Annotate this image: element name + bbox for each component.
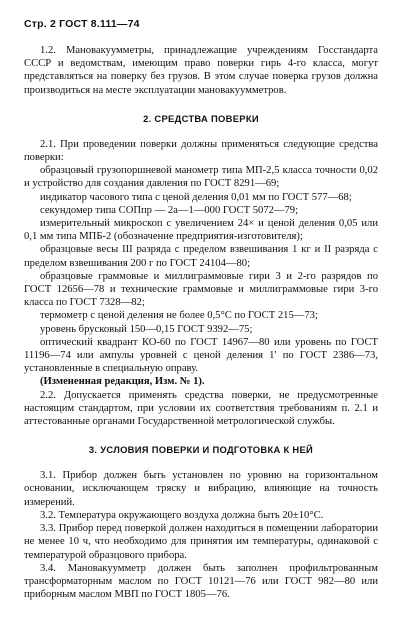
paragraph-1-2: 1.2. Мановакуумметры, принадлежащие учреждениям Госстандарта СССР и ведомствам, имеющим право поверки гирь 4-го класса, могут представляться на поверку без грузов. В этом случае поверка грузов должна производиться на месте эксплуатации мановакуумметров. [24, 45, 378, 96]
section-3-title: 3. УСЛОВИЯ ПОВЕРКИ И ПОДГОТОВКА К НЕЙ [88, 444, 314, 456]
paragraph-3-2: 3.2. Температура окружающего воздуха должна быть 20±10°С. [40, 509, 324, 521]
list-item-scales: образцовые весы III разряда с пределом взвешивания 1 кг и II разряда с пределом взвешивания 200 г по ГОСТ 24104—80; [24, 244, 378, 269]
paragraph-3-1: 3.1. Прибор должен быть установлен по уровню на горизонтальном основании, исключающем тряску и вибрацию, влияющие на точность измерений. [24, 470, 378, 508]
paragraph-3-3: 3.3. Прибор перед поверкой должен находиться в помещении лаборатории не менее 10 ч, что необходимо для принятия им температуры, одинаковой с температурой образцового прибора. [24, 523, 378, 561]
list-item-microscope: измерительный микроскоп с увеличением 24× и ценой деления 0,05 или 0,1 мм типа МПБ-2 (обозначение предприятия-изготовителя); [24, 218, 378, 243]
list-item-weights: образцовые граммовые и миллиграммовые гири 3 и 2-го разрядов по ГОСТ 12656—78 и технические граммовые и миллиграммовые гири 3-го класса по ГОСТ 7328—82; [24, 270, 378, 309]
section-2-title: 2. СРЕДСТВА ПОВЕРКИ [143, 112, 259, 124]
paragraph-3-4: 3.4. Мановакуумметр должен быть заполнен профильтрованным трансформаторным маслом по ГОСТ 10121—76 или ГОСТ 982—80 или приборным маслом МВП по ГОСТ 1805—76. [24, 562, 378, 601]
list-item-manometer: образцовый грузопоршневой манометр типа МП-2,5 класса точности 0,02 и устройство для создания давления по ГОСТ 8291—69; [24, 165, 378, 190]
amendment-note: (Измененная редакция, Изм. № 1). [40, 376, 205, 388]
list-item-quadrant: оптический квадрант КО-60 по ГОСТ 14967—80 или уровень по ГОСТ 11196—74 или ампулы уровней с ценой деления 1′ по ГОСТ 2386—73, установленные в специальную оправу. [24, 336, 378, 375]
list-item-indicator: индикатор часового типа с ценой деления 0,01 мм по ГОСТ 577—68; [40, 191, 352, 203]
list-item-stopwatch: секундомер типа СОПпр — 2а—1—000 ГОСТ 5072—79; [40, 204, 299, 216]
paragraph-2-2: 2.2. Допускается применять средства поверки, не предусмотренные настоящим стандартом, при условии их соответствия требованиям п. 2.1 и аттестованные органами Государственной метрологической службы. [24, 389, 378, 428]
paragraph-2-1-intro: 2.1. При проведении поверки должны применяться следующие средства поверки: [24, 138, 378, 164]
list-item-thermometer: термометр с ценой деления не более 0,5°С по ГОСТ 215—73; [40, 310, 318, 322]
list-item-level: уровень брусковый 150—0,15 ГОСТ 9392—75; [40, 323, 253, 335]
page-header: Стр. 2 ГОСТ 8.111—74 [24, 18, 140, 30]
